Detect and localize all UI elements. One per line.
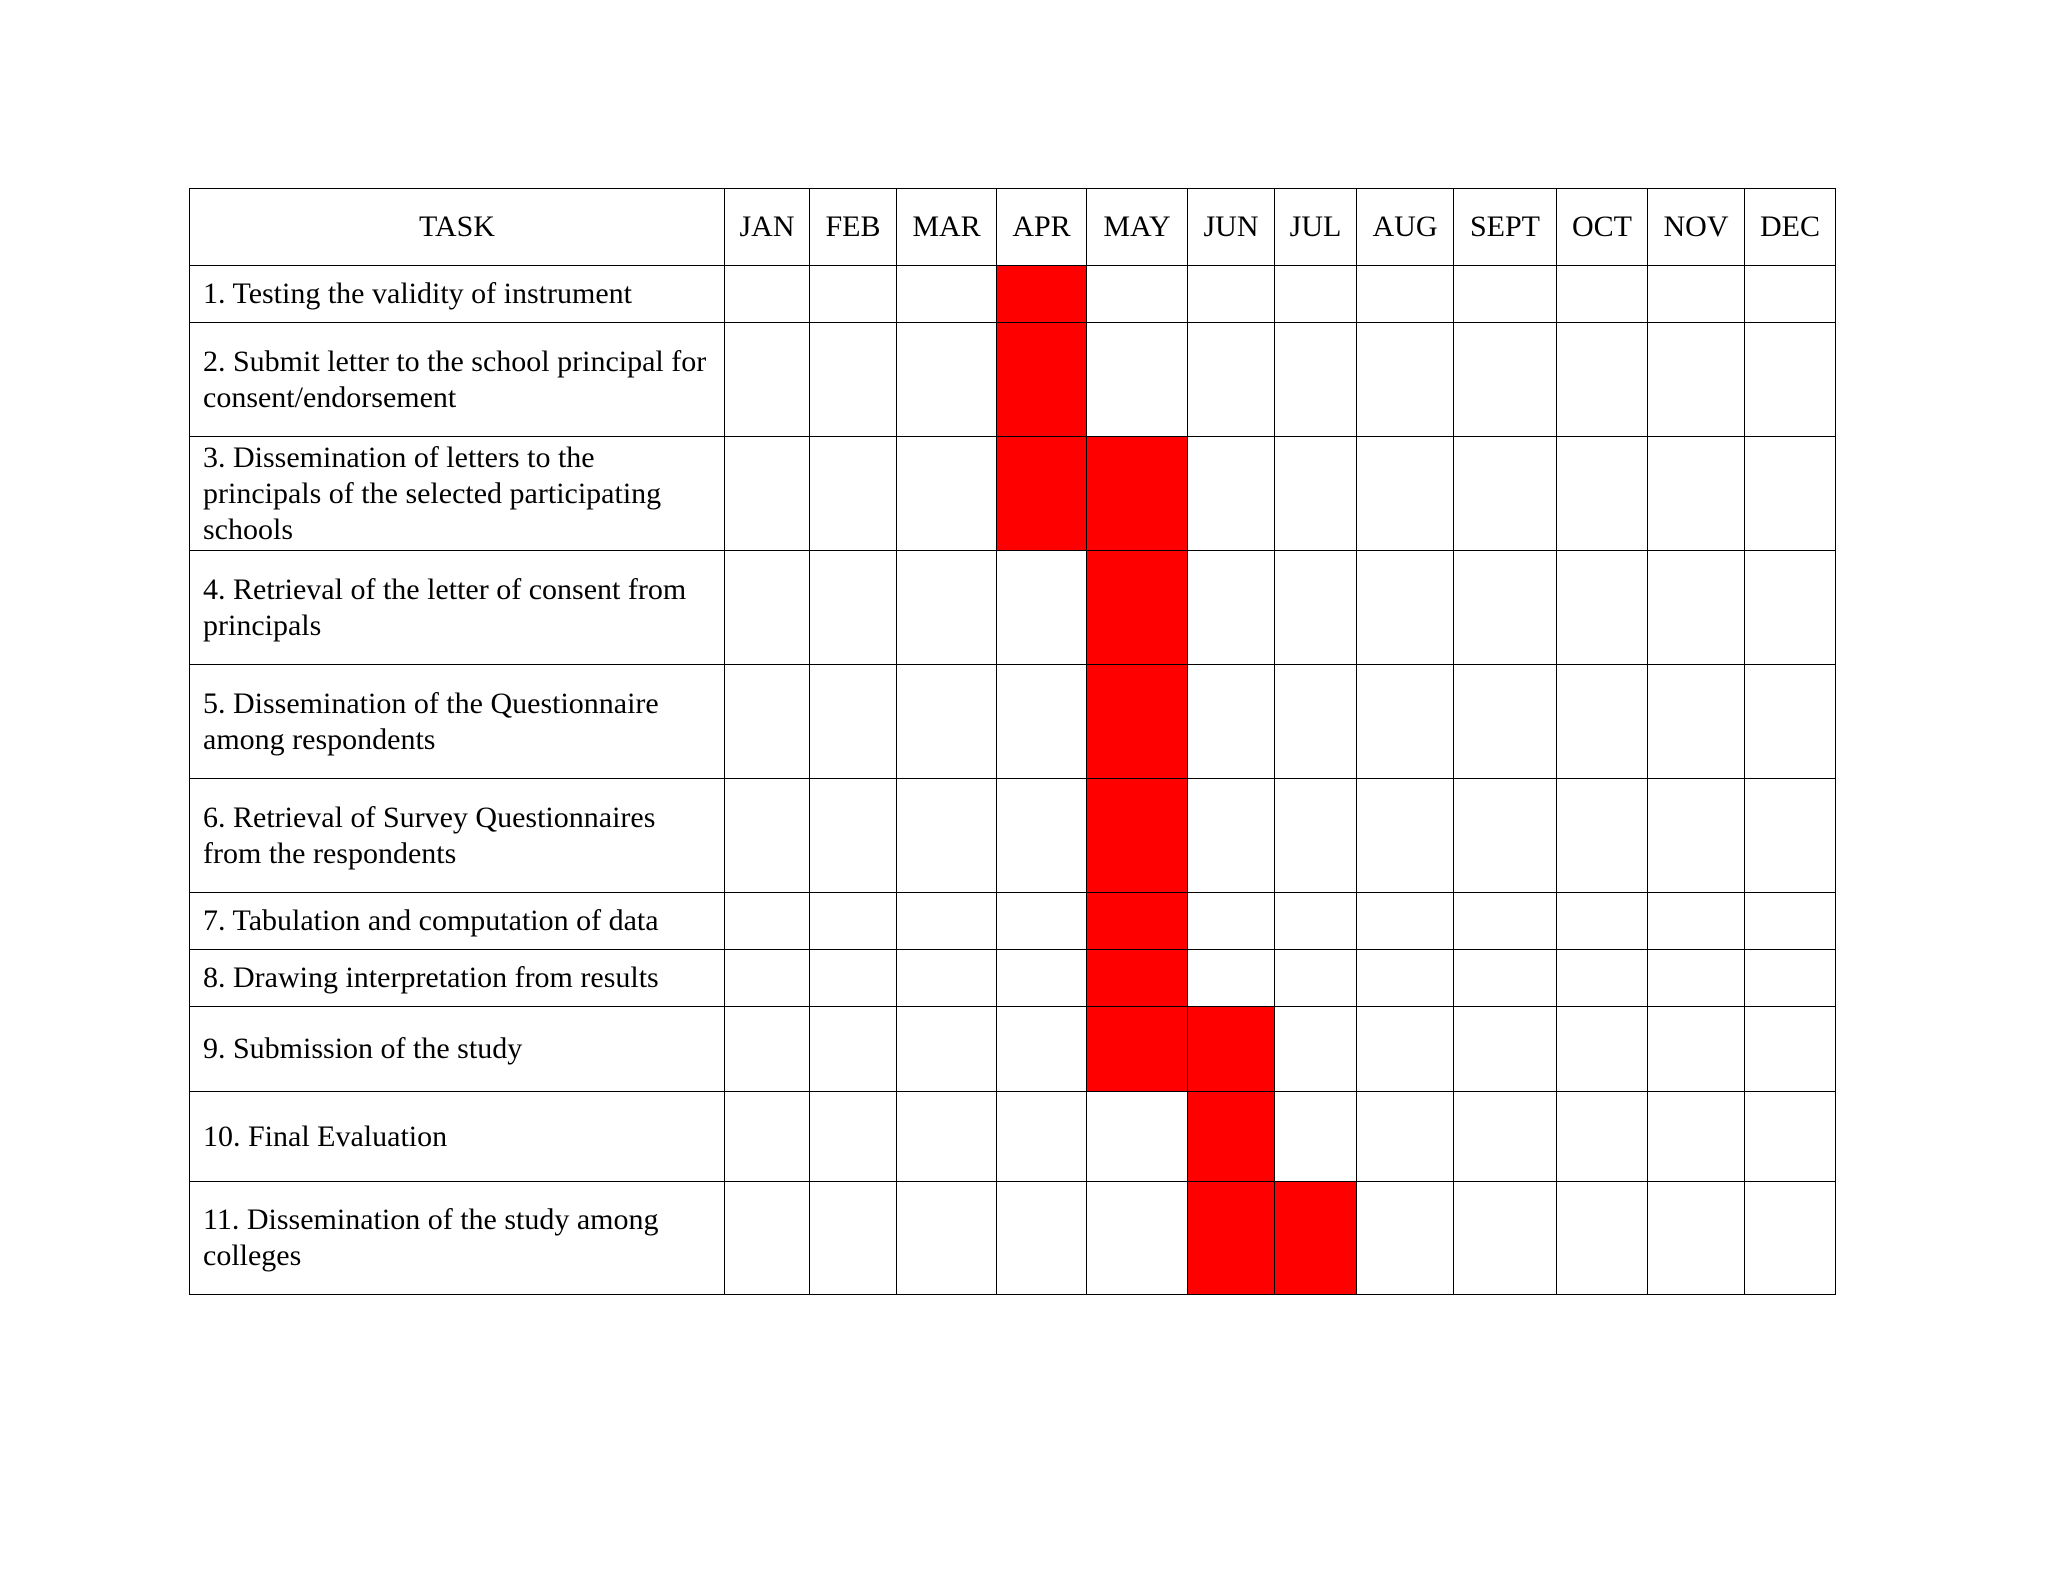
task-row <box>190 551 1836 665</box>
schedule-cell <box>997 1007 1087 1092</box>
schedule-cell <box>1275 1092 1357 1182</box>
schedule-cell <box>897 266 997 323</box>
schedule-cell <box>1557 950 1648 1007</box>
month-header: MAY <box>1087 189 1188 266</box>
schedule-cell <box>1557 551 1648 665</box>
schedule-cell <box>1357 1007 1454 1092</box>
schedule-cell <box>1357 893 1454 950</box>
schedule-cell-active <box>997 266 1087 323</box>
task-label: 4. Retrieval of the letter of consent from principals <box>190 551 725 665</box>
schedule-cell <box>897 779 997 893</box>
schedule-cell <box>897 1182 997 1295</box>
schedule-cell <box>1745 779 1836 893</box>
schedule-cell <box>1557 1007 1648 1092</box>
schedule-cell <box>1454 1092 1557 1182</box>
schedule-cell <box>725 551 810 665</box>
task-row <box>190 323 1836 437</box>
schedule-cell <box>810 1007 897 1092</box>
schedule-cell <box>725 1182 810 1295</box>
schedule-cell <box>1745 665 1836 779</box>
schedule-cell <box>1357 323 1454 437</box>
task-row <box>190 266 1836 323</box>
schedule-cell <box>725 665 810 779</box>
schedule-cell <box>1275 1007 1357 1092</box>
schedule-cell <box>1648 1092 1745 1182</box>
schedule-cell <box>1357 437 1454 551</box>
schedule-cell <box>725 1092 810 1182</box>
schedule-cell <box>1275 266 1357 323</box>
schedule-cell <box>1454 779 1557 893</box>
schedule-cell <box>810 893 897 950</box>
month-header: FEB <box>810 189 897 266</box>
schedule-cell <box>725 1007 810 1092</box>
month-header: DEC <box>1745 189 1836 266</box>
schedule-cell <box>1087 266 1188 323</box>
schedule-cell <box>1087 1182 1188 1295</box>
schedule-cell <box>1188 437 1275 551</box>
schedule-cell <box>810 779 897 893</box>
schedule-cell <box>1648 950 1745 1007</box>
schedule-cell-active <box>997 437 1087 551</box>
schedule-cell <box>1087 323 1188 437</box>
month-header: AUG <box>1357 189 1454 266</box>
schedule-cell <box>1357 266 1454 323</box>
month-header: JUL <box>1275 189 1357 266</box>
schedule-cell <box>1275 551 1357 665</box>
month-header: APR <box>997 189 1087 266</box>
schedule-cell <box>1454 893 1557 950</box>
schedule-cell-active <box>1087 779 1188 893</box>
header-row <box>190 189 1836 266</box>
schedule-cell <box>1275 893 1357 950</box>
task-label: 8. Drawing interpretation from results <box>190 950 725 1007</box>
schedule-cell-active <box>1188 1182 1275 1295</box>
schedule-cell <box>1557 266 1648 323</box>
schedule-cell <box>1188 665 1275 779</box>
task-row <box>190 1007 1836 1092</box>
schedule-cell <box>1357 1092 1454 1182</box>
schedule-cell <box>810 437 897 551</box>
schedule-cell <box>1648 893 1745 950</box>
month-header: JAN <box>725 189 810 266</box>
schedule-cell <box>1188 551 1275 665</box>
schedule-cell <box>1557 323 1648 437</box>
schedule-cell <box>810 323 897 437</box>
schedule-cell <box>810 950 897 1007</box>
schedule-cell <box>725 437 810 551</box>
month-header: SEPT <box>1454 189 1557 266</box>
schedule-cell <box>1648 779 1745 893</box>
schedule-cell <box>1454 950 1557 1007</box>
task-label: 6. Retrieval of Survey Questionnaires from the respondents <box>190 779 725 893</box>
schedule-cell <box>1745 893 1836 950</box>
schedule-cell <box>1188 323 1275 437</box>
schedule-cell <box>897 323 997 437</box>
schedule-cell-active <box>1087 1007 1188 1092</box>
schedule-cell <box>1745 551 1836 665</box>
schedule-cell <box>1745 266 1836 323</box>
schedule-cell <box>1557 1092 1648 1182</box>
task-label: 3. Dissemination of letters to the principals of the selected participating schools <box>190 437 725 551</box>
schedule-cell <box>1454 1007 1557 1092</box>
schedule-cell <box>1648 437 1745 551</box>
schedule-cell <box>1648 323 1745 437</box>
schedule-cell <box>1188 893 1275 950</box>
schedule-cell <box>1275 323 1357 437</box>
task-row <box>190 893 1836 950</box>
schedule-cell <box>1745 323 1836 437</box>
schedule-cell <box>1745 1092 1836 1182</box>
schedule-cell <box>1454 1182 1557 1295</box>
task-row <box>190 779 1836 893</box>
schedule-cell-active <box>1087 665 1188 779</box>
schedule-cell-active <box>1087 893 1188 950</box>
schedule-cell <box>1745 950 1836 1007</box>
schedule-cell <box>1557 893 1648 950</box>
schedule-cell <box>997 665 1087 779</box>
schedule-cell <box>1557 1182 1648 1295</box>
schedule-cell <box>725 323 810 437</box>
schedule-cell-active <box>1087 551 1188 665</box>
schedule-cell <box>1357 950 1454 1007</box>
schedule-cell <box>810 1182 897 1295</box>
schedule-cell <box>1648 1007 1745 1092</box>
task-rows <box>190 266 1836 1295</box>
schedule-cell <box>1188 950 1275 1007</box>
month-header: JUN <box>1188 189 1275 266</box>
schedule-cell-active <box>1087 437 1188 551</box>
schedule-cell <box>1454 266 1557 323</box>
task-row <box>190 1182 1836 1295</box>
task-label: 5. Dissemination of the Questionnaire among respondents <box>190 665 725 779</box>
schedule-cell <box>897 437 997 551</box>
schedule-cell <box>997 1182 1087 1295</box>
schedule-cell <box>1745 437 1836 551</box>
schedule-cell <box>1275 665 1357 779</box>
schedule-cell <box>1188 779 1275 893</box>
schedule-cell <box>897 1007 997 1092</box>
schedule-cell <box>1454 665 1557 779</box>
schedule-cell <box>897 950 997 1007</box>
schedule-cell <box>725 950 810 1007</box>
month-header: MAR <box>897 189 997 266</box>
task-label: 1. Testing the validity of instrument <box>190 266 725 323</box>
schedule-cell <box>1087 1092 1188 1182</box>
schedule-cell <box>1275 950 1357 1007</box>
schedule-cell <box>897 1092 997 1182</box>
schedule-cell <box>1745 1182 1836 1295</box>
schedule-cell-active <box>997 323 1087 437</box>
schedule-cell <box>1648 1182 1745 1295</box>
schedule-cell <box>997 779 1087 893</box>
schedule-cell-active <box>1188 1092 1275 1182</box>
schedule-cell <box>897 893 997 950</box>
gantt-table <box>189 188 1836 1295</box>
task-label: 9. Submission of the study <box>190 1007 725 1092</box>
schedule-cell <box>810 551 897 665</box>
month-header: NOV <box>1648 189 1745 266</box>
schedule-cell <box>725 266 810 323</box>
schedule-cell <box>810 266 897 323</box>
schedule-cell <box>997 950 1087 1007</box>
schedule-cell <box>1357 665 1454 779</box>
schedule-cell <box>997 551 1087 665</box>
task-row <box>190 665 1836 779</box>
schedule-cell <box>997 893 1087 950</box>
task-row <box>190 1092 1836 1182</box>
schedule-cell-active <box>1087 950 1188 1007</box>
schedule-cell <box>1188 266 1275 323</box>
task-row <box>190 950 1836 1007</box>
schedule-cell <box>1357 1182 1454 1295</box>
schedule-cell <box>897 665 997 779</box>
schedule-cell <box>1357 551 1454 665</box>
schedule-cell-active <box>1188 1007 1275 1092</box>
month-header: OCT <box>1557 189 1648 266</box>
schedule-cell <box>1357 779 1454 893</box>
task-label: 2. Submit letter to the school principal for consent/endorsement <box>190 323 725 437</box>
schedule-cell <box>1275 779 1357 893</box>
schedule-cell <box>997 1092 1087 1182</box>
schedule-cell <box>1557 779 1648 893</box>
task-label: 10. Final Evaluation <box>190 1092 725 1182</box>
task-row <box>190 437 1836 551</box>
schedule-cell <box>897 551 997 665</box>
task-label: 7. Tabulation and computation of data <box>190 893 725 950</box>
schedule-cell <box>725 779 810 893</box>
schedule-cell <box>1557 665 1648 779</box>
schedule-cell <box>810 665 897 779</box>
task-label: 11. Dissemination of the study among colleges <box>190 1182 725 1295</box>
schedule-cell <box>725 893 810 950</box>
schedule-cell <box>1648 551 1745 665</box>
schedule-cell <box>1454 323 1557 437</box>
schedule-cell <box>1648 266 1745 323</box>
schedule-cell <box>1557 437 1648 551</box>
schedule-cell <box>1454 437 1557 551</box>
schedule-cell <box>1275 437 1357 551</box>
schedule-cell <box>1745 1007 1836 1092</box>
schedule-cell <box>1454 551 1557 665</box>
task-column-header: TASK <box>190 189 725 266</box>
schedule-cell <box>1648 665 1745 779</box>
schedule-cell <box>810 1092 897 1182</box>
schedule-cell-active <box>1275 1182 1357 1295</box>
